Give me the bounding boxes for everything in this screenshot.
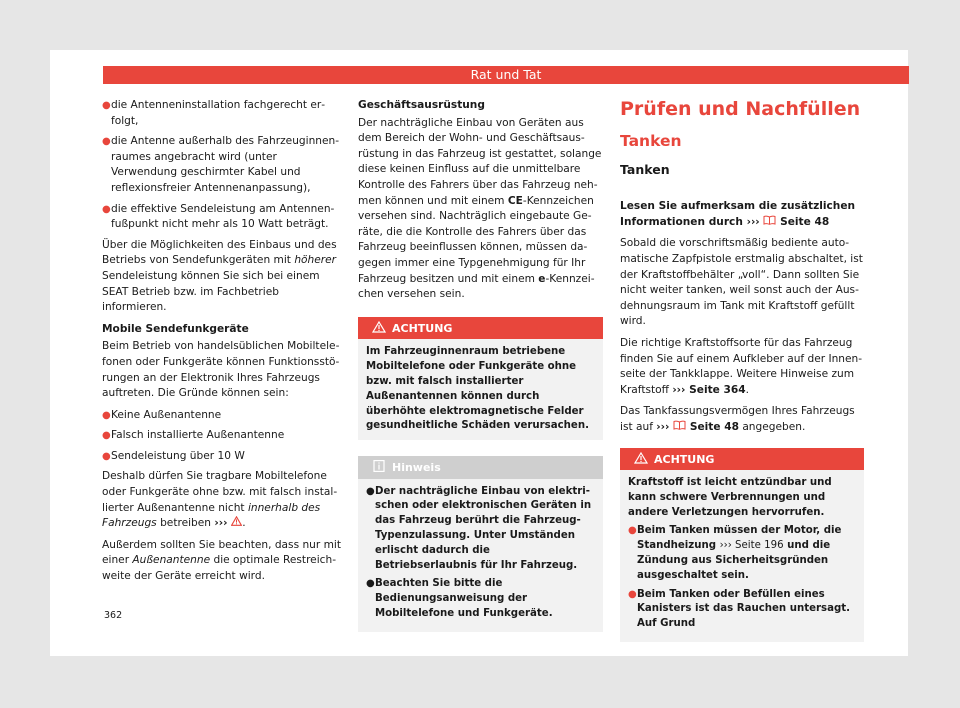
list-item: ● Beachten Sie bitte die Bedienungsanweisung der Mobiltelefone und Funkgeräte. [366, 577, 595, 621]
ce-mark: CE [507, 194, 523, 207]
bullet-icon: ● [102, 409, 111, 421]
bullet-icon: ● [366, 578, 375, 590]
heading-business-equipment: Geschäftsausrüstung [358, 99, 485, 111]
list-item: ● Keine Außenantenne [102, 408, 344, 424]
bullet-icon: ● [102, 203, 111, 215]
warning-triangle-icon [634, 452, 648, 464]
list-item: ● Sendeleistung über 10 W [102, 449, 344, 465]
paragraph-installation-info: Über die Möglichkeiten des Einbaus und des Betriebs von Sendefunkgeräten mit höherer Sendeleistung können Sie sich bei einem SEAT Betrieb bzw. im Fachbetrieb informieren. [102, 238, 337, 314]
cross-reference-link[interactable]: ››› Seite 48 [746, 215, 830, 228]
heading-mobile-devices: Mobile Sendefunkgeräte [102, 322, 249, 335]
list-item: ● die effektive Sendeleistung am Antennenfußpunkt nicht mehr als 10 Watt beträgt. [102, 202, 344, 233]
page-number: 362 [104, 610, 123, 621]
paragraph-usage-restriction: Deshalb dürfen Sie tragbare Mobiltelefone oder Funkgeräte ohne bzw. mit falsch installierter Außenantenne nicht innerhalb des Fahrzeugs betreiben ››› . [102, 470, 338, 530]
paragraph-fuel-full: Sobald die vorschriftsmäßig bediente automatische Zapfpistole erstmalig abschaltet, ist der Kraftstoffbehälter „voll“. Dann sollten Sie nicht weiter tanken, weil sonst auch der Ausdehnungsraum im Tank mit Kraftstoff gefüllt wird. [620, 237, 863, 328]
list-item: ● die Antenne außerhalb des Fahrzeuginnenraumes angebracht wird (unter Verwendung geschirmter Kabel und reflexionsfreier Antennenanpassung), [102, 134, 344, 196]
bullet-icon: ● [628, 588, 637, 600]
list-item: ● Beim Tanken müssen der Motor, die Standheizung ››› Seite 196 und die Zündung aus Sicherheitsgründen ausgeschaltet sein. [628, 524, 856, 583]
bullet-icon: ● [102, 430, 111, 442]
list-item: ● die Antenneninstallation fachgerecht erfolgt, [102, 98, 344, 129]
paragraph-reasons: Beim Betrieb von handelsüblichen Mobiltelefonen oder Funkgeräte können Funktionsstörungen an der Elektronik Ihres Fahrzeugs auftreten. Die Gründe können sein: [102, 340, 340, 400]
cross-reference-link[interactable]: ››› Seite 196 [719, 540, 784, 552]
e-mark: e [538, 272, 546, 285]
book-icon [673, 420, 686, 430]
cross-reference-link[interactable]: ››› Seite 48 [656, 420, 739, 433]
bullet-icon: ● [102, 100, 111, 111]
bullet-icon: ● [628, 525, 637, 537]
warning-box [358, 317, 603, 440]
paragraph-tank-capacity: Das Tankfassungsvermögen Ihres Fahrzeugs ist auf ››› Seite 48 angegeben. [620, 405, 855, 433]
lead-paragraph: Lesen Sie aufmerksam die zusätzlichen Informationen durch ››› Seite 48 [620, 200, 856, 228]
cross-reference-link[interactable]: ››› Seite 364 [672, 383, 746, 396]
bullet-icon: ● [366, 485, 375, 497]
note-box [358, 456, 603, 632]
list-item: ● Beim Tanken oder Befüllen eines Kanisters ist das Rauchen untersagt. Auf Grund [628, 588, 856, 632]
manual-page [50, 50, 908, 656]
warning-triangle-icon [372, 321, 386, 333]
warning-text: Im Fahrzeuginnenraum betriebene Mobiltelefone oder Funkgeräte ohne bzw. mit falsch installierter Außenantennen können durch überhöhte elektromagnetische Felder gesundheitliche Schäden verursachen. [366, 346, 589, 432]
column-middle [358, 98, 603, 642]
list-item: ● Falsch installierte Außenantenne [102, 428, 344, 444]
column-left [102, 98, 344, 591]
bullet-icon: ● [102, 136, 111, 148]
subsection-title: Tanken [620, 161, 670, 177]
book-icon [763, 215, 776, 225]
warning-header: ACHTUNG [620, 448, 864, 471]
paragraph-fuel-type: Die richtige Kraftstoffsorte für das Fahrzeug finden Sie auf einem Aufkleber auf der Innenseite der Tankklappe. Weitere Hinweise zum Kraftstoff ››› Seite 364. [620, 336, 863, 396]
list-item: ● Der nachträgliche Einbau von elektrischen oder elektronischen Geräten in das Fahrzeug berührt die Fahrzeug-Typenzulassung. Unter Umständen erlischt dadurch die Betriebserlaubnis für Ihr Fahrzeug. [366, 485, 595, 574]
paragraph-business-equipment: Der nachträgliche Einbau von Geräten aus dem Bereich der Wohn- und Geschäftsausrüstung in das Fahrzeug ist gestattet, solange diese keinen Einfluss auf die unmittelbare Kontrolle des Fahrers über das Fahrzeug nehmen können und mit einem CE-Kennzeichen versehen sind. Nachträglich eingebaute Geräte, die die Kontrolle des Fahrers über das Fahrzeug beeinflussen können, müssen dagegen immer eine Typgenehmigung für Ihr Fahrzeug besitzen und mit einem e-Kennzeichen versehen sein. [358, 116, 602, 301]
bullet-icon: ● [102, 450, 111, 462]
column-right [620, 96, 864, 652]
warning-box [620, 448, 864, 643]
warning-header: ACHTUNG [358, 317, 603, 340]
cross-reference-link[interactable]: ››› [214, 517, 242, 529]
warning-text: Kraftstoff ist leicht entzündbar und kann schwere Verbrennungen und andere Verletzungen hervorrufen. [628, 477, 832, 518]
section-subtitle: Tanken [620, 132, 682, 150]
warning-triangle-icon [231, 516, 242, 526]
chapter-header: Rat und Tat [103, 66, 909, 84]
paragraph-external-antenna: Außerdem sollten Sie beachten, dass nur mit einer Außenantenne die optimale Restreichweite der Geräte erreicht wird. [102, 538, 342, 583]
info-icon [372, 460, 386, 472]
section-title: Prüfen und Nachfüllen [620, 98, 861, 120]
note-header: Hinweis [358, 456, 603, 479]
